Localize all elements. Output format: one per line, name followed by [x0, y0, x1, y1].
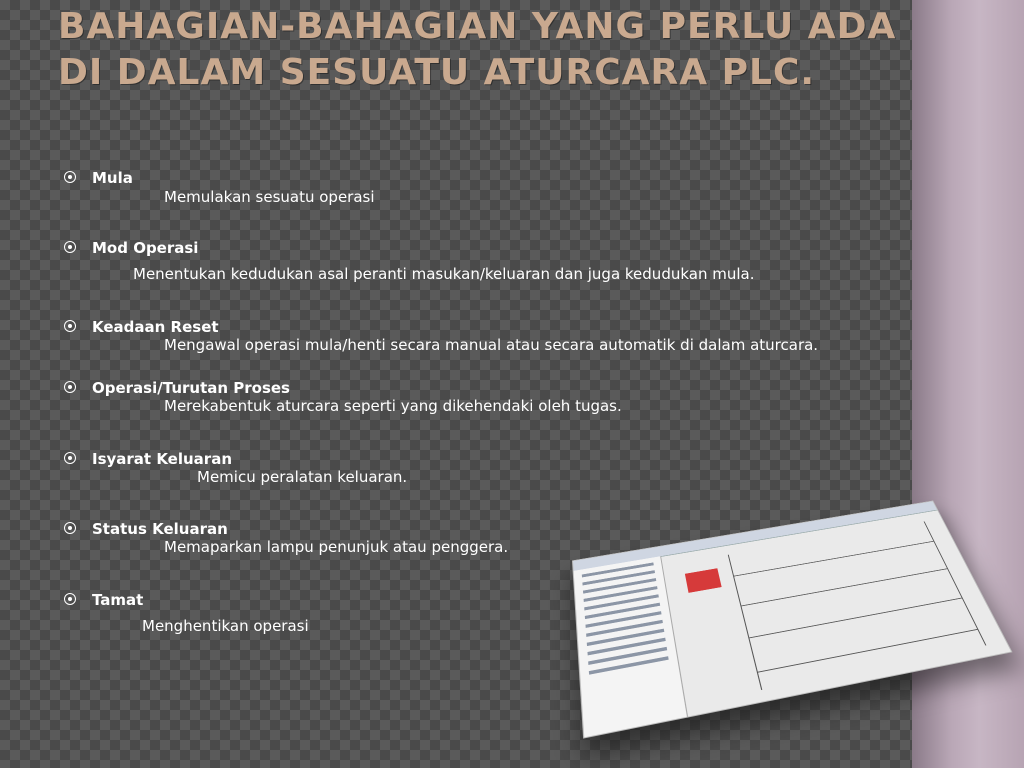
circle-dot-icon — [64, 381, 76, 393]
plc-editor-window-illustration — [572, 500, 1013, 738]
ladder-diagram — [728, 521, 987, 690]
circle-dot-icon — [64, 593, 76, 605]
project-tree-panel — [574, 556, 688, 737]
item-heading: Tamat — [92, 591, 144, 609]
item-heading: Operasi/Turutan Proses — [92, 379, 290, 397]
item-heading: Mod Operasi — [92, 239, 199, 257]
circle-dot-icon — [64, 320, 76, 332]
circle-dot-icon — [64, 452, 76, 464]
circle-dot-icon — [64, 241, 76, 253]
item-description: Merekabentuk aturcara seperti yang dikehendaki oleh tugas. — [164, 397, 622, 415]
item-description: Memulakan sesuatu operasi — [164, 188, 375, 206]
item-description: Menentukan kedudukan asal peranti masukan/keluaran dan juga kedudukan mula. — [133, 265, 755, 283]
plc-software-screenshot-image — [550, 478, 1010, 748]
red-indicator-block — [685, 568, 722, 593]
item-description: Mengawal operasi mula/henti secara manual atau secara automatik di dalam aturcara. — [164, 336, 819, 354]
item-description: Memicu peralatan keluaran. — [197, 468, 408, 486]
item-heading: Isyarat Keluaran — [92, 450, 232, 468]
circle-dot-icon — [64, 522, 76, 534]
item-heading: Mula — [92, 169, 133, 187]
item-heading: Status Keluaran — [92, 520, 228, 538]
circle-dot-icon — [64, 171, 76, 183]
item-description: Memaparkan lampu penunjuk atau penggera. — [164, 538, 509, 556]
item-description: Menghentikan operasi — [142, 617, 309, 635]
item-heading: Keadaan Reset — [92, 318, 219, 336]
slide-title: BAHAGIAN-BAHAGIAN YANG PERLU ADA DI DALAM SESUATU ATURCARA PLC. — [58, 6, 897, 93]
